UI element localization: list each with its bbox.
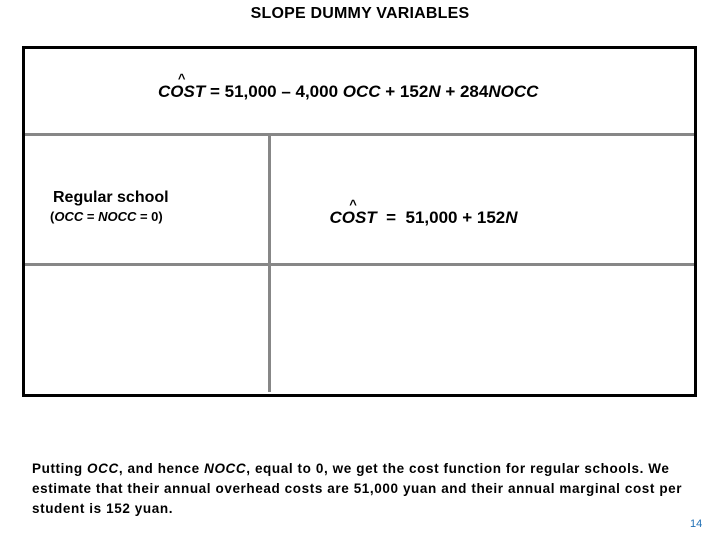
- variable-occ: OCC: [87, 461, 119, 476]
- variable-nocc: NOCC: [98, 209, 137, 224]
- equation-term: 51,000 + 152: [405, 208, 506, 227]
- condition-value: = 0): [136, 209, 163, 224]
- equation-term: 51,000 – 4,000: [224, 82, 343, 101]
- regular-school-label: Regular school: [53, 189, 169, 206]
- equals-sign: =: [376, 208, 406, 227]
- regular-school-equation: [320, 188, 518, 228]
- equals-sign: =: [205, 82, 225, 101]
- variable-nocc: NOCC: [204, 461, 247, 476]
- regular-school-condition: [50, 209, 163, 224]
- text-span: Putting: [32, 461, 88, 476]
- variable-occ: OCC: [54, 209, 84, 224]
- divider-row-1: [25, 133, 694, 136]
- paren: (: [50, 209, 55, 224]
- main-equation: [158, 82, 538, 102]
- equation-term: + 284: [440, 82, 489, 101]
- equals-sign: =: [83, 209, 99, 224]
- page-number: 14: [690, 518, 703, 530]
- variable-n: N: [505, 208, 518, 227]
- text-span: , equal to 0, we get the cost function for regular schools. We estimate that their annual overhead costs are 51,000 yuan and their annual marginal cost per student is 152 yuan.: [32, 461, 683, 516]
- divider-row-2: [25, 263, 694, 266]
- equation-term: + 152: [380, 82, 429, 101]
- variable-nocc: NOCC: [488, 82, 539, 101]
- explanation-paragraph: [32, 459, 692, 519]
- variable-n: N: [428, 82, 441, 101]
- text-span: , and hence: [118, 461, 205, 476]
- variable-occ: OCC: [342, 82, 381, 101]
- cost-hat-symbol: ^ COST: [158, 82, 205, 102]
- cost-hat-symbol: ^ COST: [329, 208, 376, 228]
- slide-title: SLOPE DUMMY VARIABLES: [250, 5, 470, 22]
- divider-column: [268, 136, 271, 392]
